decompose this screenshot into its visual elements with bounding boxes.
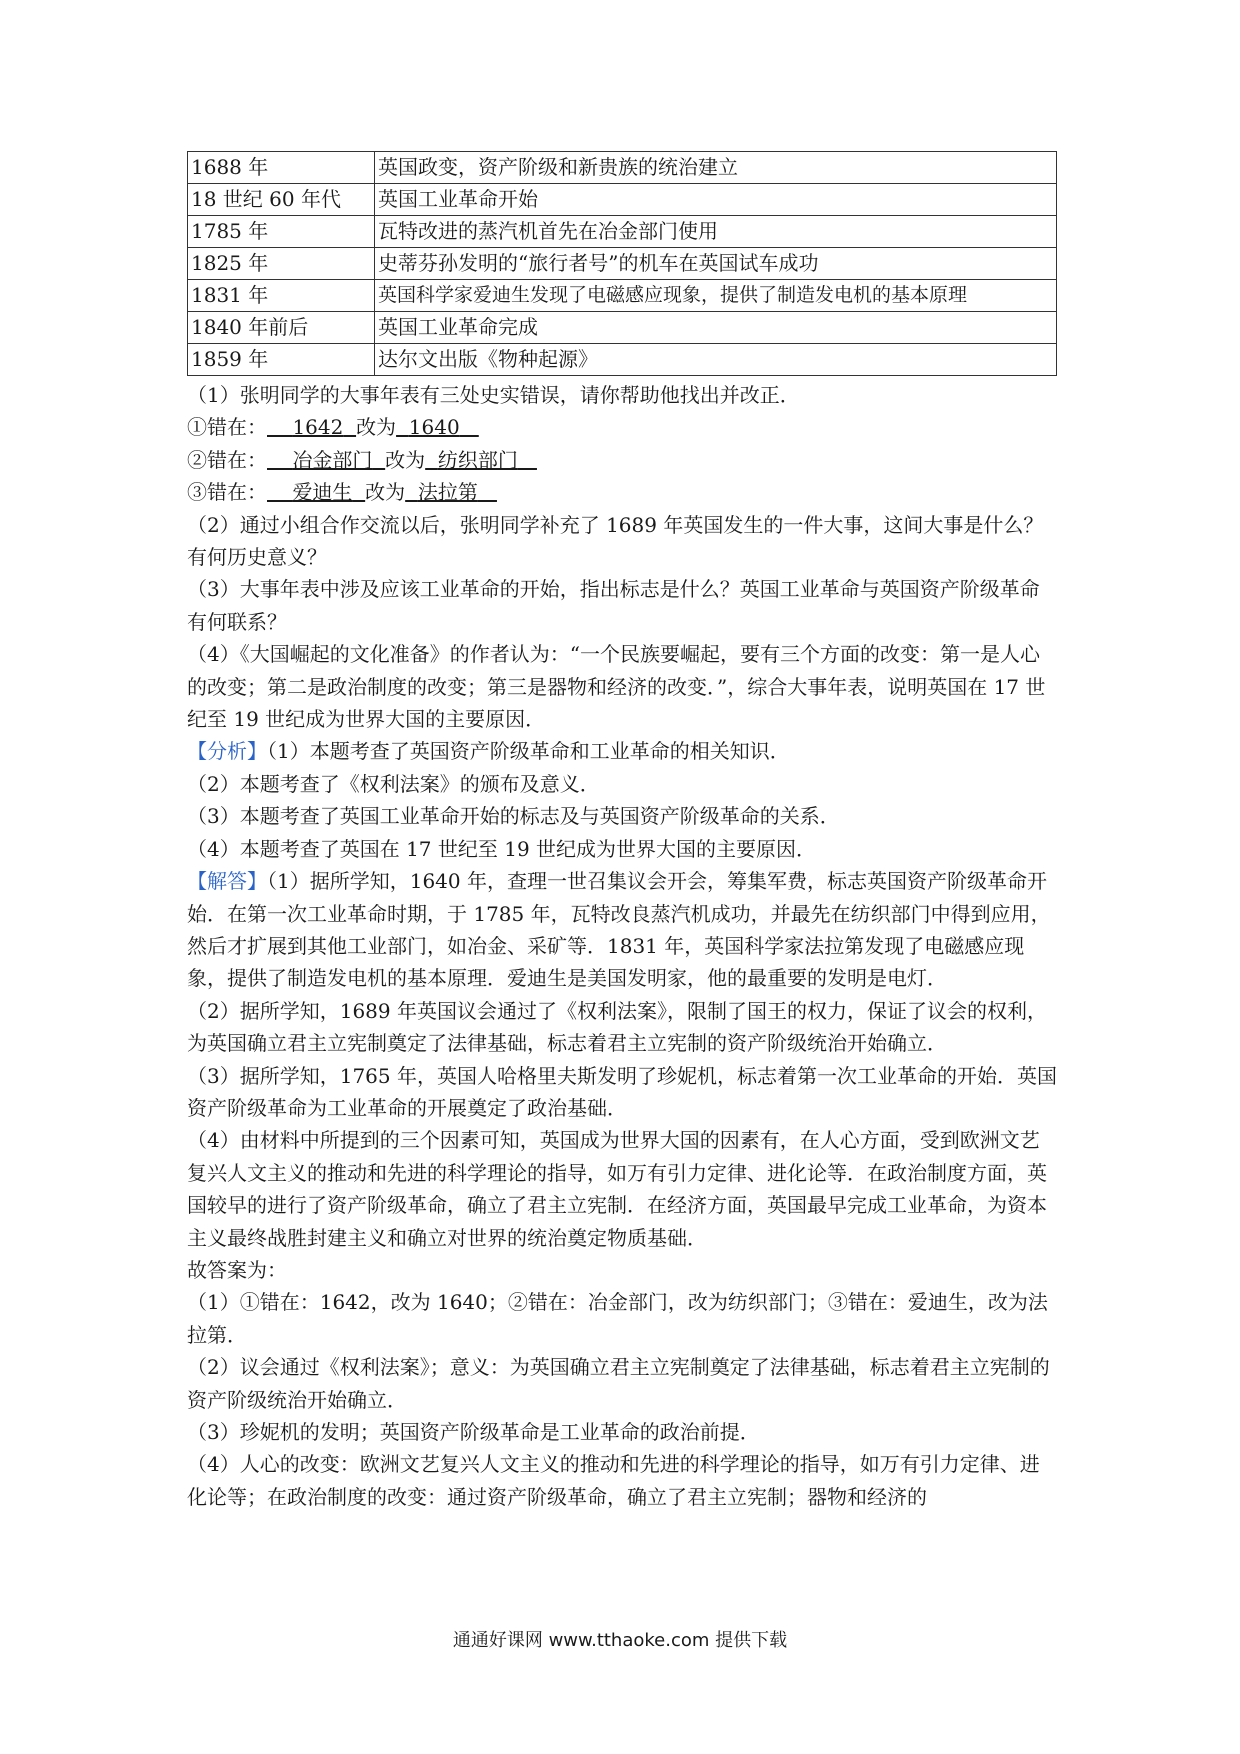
error-mid: 改为 xyxy=(356,415,397,440)
answer-3: （3）珍妮机的发明；英国资产阶级革命是工业革命的政治前提． xyxy=(187,1420,760,1444)
error-wrong-text: 爱迪生 xyxy=(292,480,353,505)
question-2: （2）通过小组合作交流以后，张明同学补充了 1689 年英国发生的一件大事，这间大事是什么？有何历史意义？ xyxy=(187,512,1044,570)
error-prefix: ①错在： xyxy=(187,415,267,440)
question-content xyxy=(187,379,1057,1513)
solution-2: （2）据所学知，1689 年英国议会通过了《权利法案》，限制了国王的权力，保证了议会的权利，为英国确立君主立宪制奠定了法律基础，标志着君主立宪制的资产阶级统治开始确立． xyxy=(187,998,1047,1056)
error-line-1 xyxy=(187,411,1057,443)
answer-intro: 故答案为： xyxy=(187,1257,287,1282)
error-prefix: ③错在： xyxy=(187,480,267,505)
error-right-text: 法拉第 xyxy=(417,480,478,505)
table-row xyxy=(188,280,1057,312)
analysis-text: （1）本题考查了英国资产阶级革命和工业革命的相关知识． xyxy=(267,739,790,764)
event-cell: 英国工业革命完成 xyxy=(375,312,1057,344)
error-right-text: 1640 xyxy=(408,415,460,440)
table-row xyxy=(188,248,1057,280)
solution-4: （4）由材料中所提到的三个因素可知，英国成为世界大国的因素有，在人心方面，受到欧洲文艺复兴人文主义的推动和先进的科学理论的指导，如万有引力定律、进化论等．在政治制度方面，英国较早的进行了资产阶级革命，确立了君主立宪制．在经济方面，英国最早完成工业革命，为资本主义最终战胜封建主义和确立对世界的统治奠定物质基础． xyxy=(187,1128,1047,1250)
year-cell: 1840 年前后 xyxy=(188,312,375,344)
solution-tag: 【解答】 xyxy=(187,869,267,894)
page-footer: 通通好课网 www.tthaoke.com 提供下载 xyxy=(452,1630,788,1651)
answer-1: （1）①错在：1642，改为 1640；②错在：冶金部门，改为纺织部门；③错在：爱迪生，改为法拉第． xyxy=(187,1290,1048,1347)
question-1: （1）张明同学的大事年表有三处史实错误，请你帮助他找出并改正． xyxy=(187,383,800,407)
error-prefix: ②错在： xyxy=(187,447,267,472)
event-cell: 达尔文出版《物种起源》 xyxy=(375,344,1057,376)
event-cell: 英国政变，资产阶级和新贵族的统治建立 xyxy=(375,152,1057,184)
error-wrong-value xyxy=(267,415,356,439)
analysis-tag: 【分析】 xyxy=(187,739,267,764)
table-row xyxy=(188,312,1057,344)
error-mid: 改为 xyxy=(385,447,426,472)
table-row xyxy=(188,216,1057,248)
error-wrong-text: 1642 xyxy=(292,415,344,440)
solution-3: （3）据所学知，1765 年，英国人哈格里夫斯发明了珍妮机，标志着第一次工业革命的开始．英国资产阶级革命为工业革命的开展奠定了政治基础． xyxy=(187,1063,1057,1120)
error-right-value xyxy=(425,448,537,472)
question-3: （3）大事年表中涉及应该工业革命的开始，指出标志是什么？英国工业革命与英国资产阶级革命有何联系？ xyxy=(187,577,1040,634)
error-wrong-value xyxy=(267,480,365,504)
error-line-2 xyxy=(187,444,1057,476)
year-cell: 1831 年 xyxy=(188,280,375,312)
timeline-table xyxy=(187,151,1057,376)
error-mid: 改为 xyxy=(365,480,406,505)
error-right-value xyxy=(405,480,497,504)
error-line-3 xyxy=(187,476,1057,508)
year-cell: 18 世纪 60 年代 xyxy=(188,184,375,216)
solution-1 xyxy=(187,865,1057,995)
event-cell: 瓦特改进的蒸汽机首先在冶金部门使用 xyxy=(375,216,1057,248)
event-cell: 史蒂芬孙发明的“旅行者号”的机车在英国试车成功 xyxy=(375,248,1057,280)
analysis-2: （2）本题考查了《权利法案》的颁布及意义． xyxy=(187,771,600,796)
table-row xyxy=(188,184,1057,216)
answer-2: （2）议会通过《权利法案》；意义：为英国确立君主立宪制奠定了法律基础，标志着君主立宪制的资产阶级统治开始确立． xyxy=(187,1355,1050,1412)
year-cell: 1688 年 xyxy=(188,152,375,184)
table-row xyxy=(188,152,1057,184)
answer-4: （4）人心的改变：欧洲文艺复兴人文主义的推动和先进的科学理论的指导，如万有引力定律、进化论等；在政治制度的改变：通过资产阶级革命，确立了君主立宪制；器物和经济的 xyxy=(187,1452,1040,1509)
event-cell: 英国工业革命开始 xyxy=(375,184,1057,216)
error-right-value xyxy=(396,415,479,439)
year-cell: 1859 年 xyxy=(188,344,375,376)
question-4: （4）《大国崛起的文化准备》的作者认为：“一个民族要崛起，要有三个方面的改变：第一是人心的改变；第二是政治制度的改变；第三是器物和经济的改变．”，综合大事年表，说明英国在 17 世纪至 19 世纪成为世界大国的主要原因． xyxy=(187,642,1046,732)
error-wrong-value xyxy=(267,448,385,472)
event-cell: 英国科学家爱迪生发现了电磁感应现象，提供了制造发电机的基本原理 xyxy=(375,280,1057,312)
table-row xyxy=(188,344,1057,376)
year-cell: 1785 年 xyxy=(188,216,375,248)
analysis-4: （4）本题考查了英国在 17 世纪至 19 世纪成为世界大国的主要原因． xyxy=(187,836,817,861)
analysis-1 xyxy=(187,735,1057,767)
error-wrong-text: 冶金部门 xyxy=(292,447,373,472)
analysis-3: （3）本题考查了英国工业革命开始的标志及与英国资产阶级革命的关系． xyxy=(187,804,840,829)
year-cell: 1825 年 xyxy=(188,248,375,280)
solution-text: （1）据所学知，1640 年，查理一世召集议会开会，筹集军费，标志英国资产阶级革命开始．在第一次工业革命时期，于 1785 年，瓦特改良蒸汽机成功，并最先在纺织部门中得到应用，然后才扩展到其他工业部门，如冶金、采矿等．1831 年，英国科学家法拉第发现了电磁感应现象，提供了制造发电机的基本原理．爱迪生是美国发明家，他的最重要的发明是电灯． xyxy=(187,869,1051,991)
error-right-text: 纺织部门 xyxy=(437,447,518,472)
